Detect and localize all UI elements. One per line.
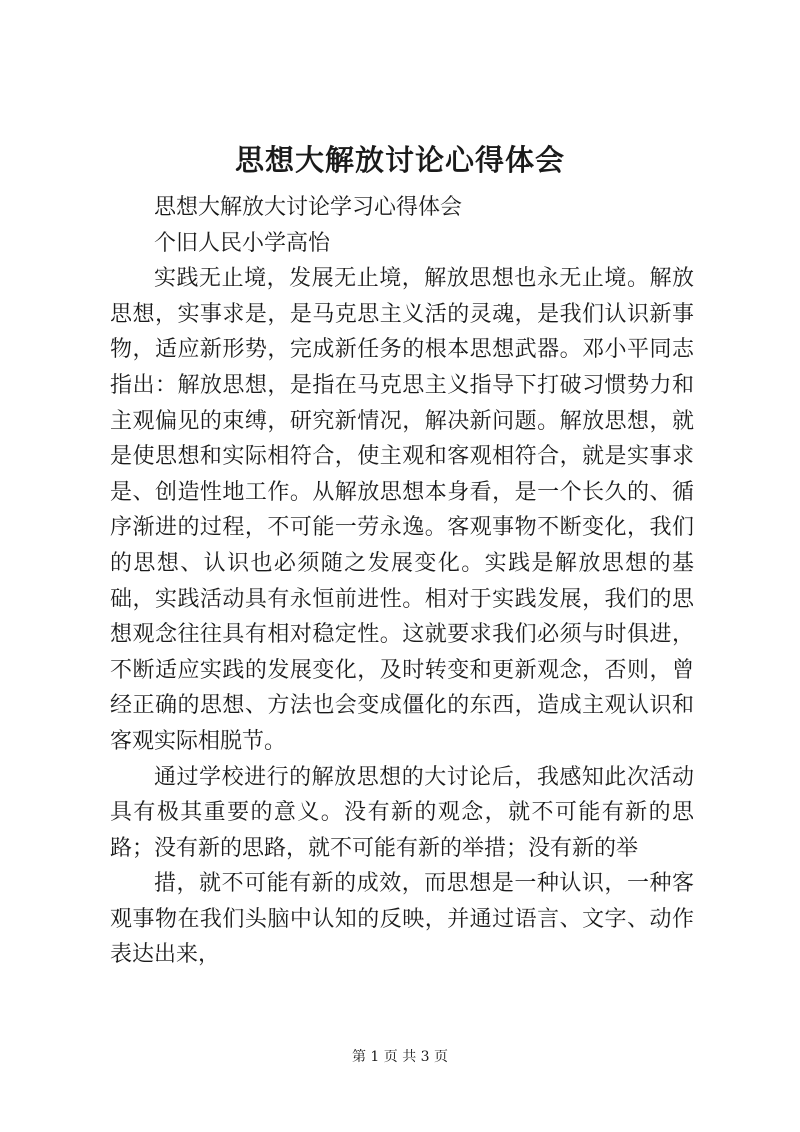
document-body <box>110 190 694 973</box>
page-footer: 第 1 页 共 3 页 <box>351 1049 449 1065</box>
document-title: 思想大解放讨论心得体会 <box>234 143 565 177</box>
paragraph-3: 措，就不可能有新的成效，而思想是一种认识，一种客观事物在我们头脑中认知的反映，并通过语言、文字、动作表达出来， <box>110 871 694 968</box>
paragraph-2: 通过学校进行的解放思想的大讨论后，我感知此次活动具有极其重要的意义。没有新的观念，就不可能有新的思路；没有新的思路，就不可能有新的举措；没有新的举 <box>110 764 694 861</box>
subtitle-line: 思想大解放大讨论学习心得体会 <box>154 195 463 220</box>
paragraph-1: 实践无止境，发展无止境，解放思想也永无止境。解放思想，实事求是，是马克思主义活的灵魂，是我们认识新事物，适应新形势，完成新任务的根本思想武器。邓小平同志指出：解放思想，是指在马克思主义指导下打破习惯势力和主观偏见的束缚，研究新情况，解决新问题。解放思想，就是使思想和实际相符合，使主观和客观相符合，就是实事求是、创造性地工作。从解放思想本身看，是一个长久的、循序渐进的过程，不可能一劳永逸。客观事物不断变化，我们的思想、认识也必须随之发展变化。实践是解放思想的基础，实践活动具有永恒前进性。相对于实践发展，我们的思想观念往往具有相对稳定性。这就要求我们必须与时俱进，不断适应实践的发展变化，及时转变和更新观念，否则，曾经正确的思想、方法也会变成僵化的东西，造成主观认识和客观实际相脱节。 <box>110 266 694 754</box>
author-line: 个旧人民小学高怡 <box>154 230 331 256</box>
